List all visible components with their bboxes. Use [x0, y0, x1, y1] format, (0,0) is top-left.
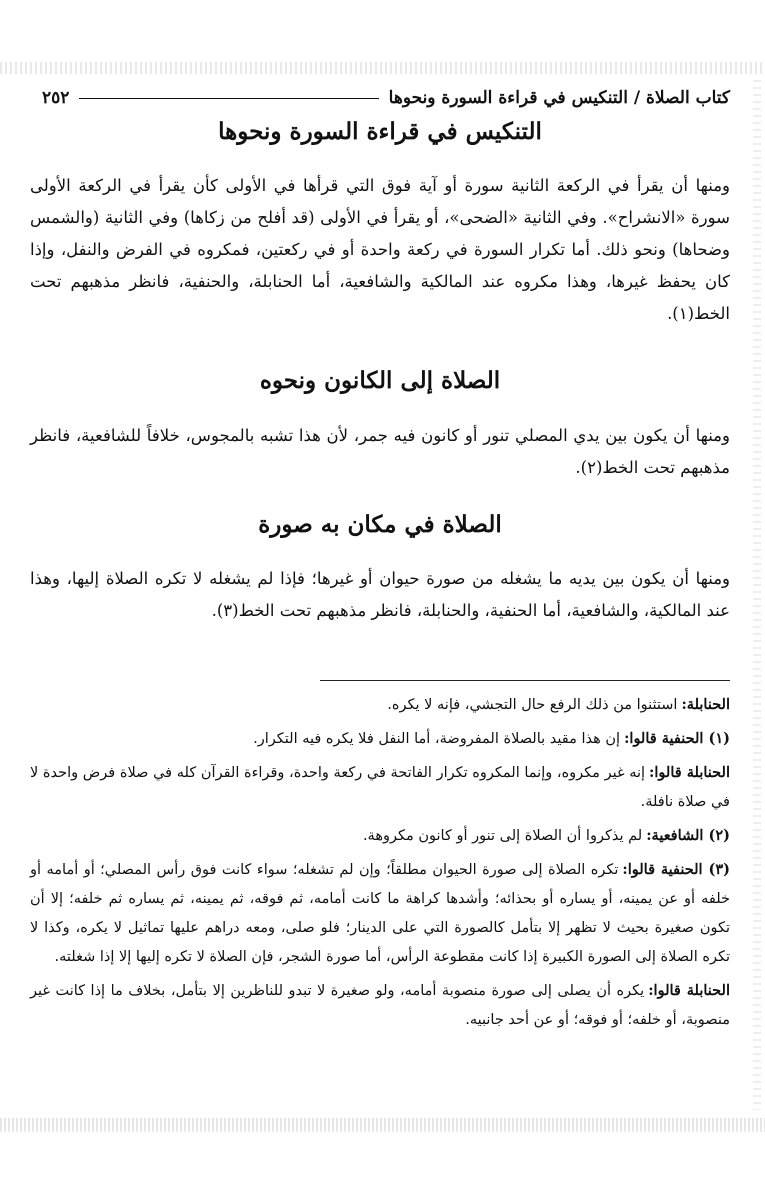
footnote-text: تكره الصلاة إلى صورة الحيوان مطلقاً؛ وإن لم تشغله؛ سواء كانت فوق رأس المصلي؛ أو أمامه أو خلفه أو عن يمينه، أو يساره أو بحذائه؛ وأشدها كراهة ما كانت أمامه، ثم فوقه، ثم يمينه، ثم يساره ثم خلفه؛ إلا أن تكون صغيرة بحيث لا تظهر إلا بتأمل كالصورة التي على الدينار؛ فلو صلى، ومعه دراهم عليها تماثيل لا يكره، وكذا لا تكره الصلاة إلى الصورة الكبيرة إذا كانت مقطوعة الرأس، أما صورة الشجر، فإن الصلاة لا تكره إليها إلا إذا شغلته.	[30, 862, 730, 965]
footnote	[30, 690, 730, 720]
footnote-text: يكره أن يصلى إلى صورة منصوبة أمامه، ولو صغيرة لا تبدو للناظرين إلا بتأمل، بخلاف ما إذا كانت غير منصوبة، أو خلفه؛ أو فوقه؛ أو عن أحد جانبيه.	[30, 983, 730, 1028]
section-body-brazier: ومنها أن يكون بين يدي المصلي تنور أو كانون فيه جمر، لأن هذا تشبه بالمجوس، خلافاً للشافعية، فانظر مذهبهم تحت الخط(٢).	[30, 426, 730, 477]
footnotes	[30, 690, 730, 1039]
footnote	[30, 758, 730, 817]
section-title-brazier: الصلاة إلى الكانون ونحوه	[259, 367, 501, 394]
section-title-image: الصلاة في مكان به صورة	[258, 511, 502, 538]
page-number: ٢٥٢	[42, 88, 70, 108]
footnote	[30, 724, 730, 754]
footnote-lead: الحنابلة قالوا:	[649, 764, 730, 781]
footnote-lead: (١) الحنفية قالوا:	[624, 730, 730, 747]
section-body-image: ومنها أن يكون بين يديه ما يشغله من صورة حيوان أو غيرها؛ فإذا لم يشغله لا تكره الصلاة إليها، وهذا عند المالكية، والشافعية، أما الحنفية، والحنابلة، فانظر مذهبهم تحت الخط(٣).	[30, 569, 730, 620]
header-rule	[79, 98, 378, 99]
footnote-text: استثنوا من ذلك الرفع حال التجشي، فإنه لا يكره.	[387, 697, 678, 713]
section-title-reversal: التنكيس في قراءة السورة ونحوها	[218, 118, 542, 145]
footnote-text: إن هذا مقيد بالصلاة المفروضة، أما النفل فلا يكره فيه التكرار.	[253, 731, 621, 747]
footnote-lead: (٣) الحنفية قالوا:	[622, 861, 730, 878]
footnote	[30, 855, 730, 972]
section-body-reversal: ومنها أن يقرأ في الركعة الثانية سورة أو آية فوق التي قرأها في الأولى كأن يقرأ في الركعة الأولى سورة «الانشراح». وفي الثانية «الضحى»، أو يقرأ في الأولى (قد أفلح من زكاها) وفي الثانية (والشمس وضحاها) ونحو ذلك. أما تكرار السورة في ركعة واحدة أو في ركعتين، فمكروه في الفرض والنفل، وإذا كان يحفظ غيرها، وهذا مكروه عند المالكية والشافعية، أما الحنابلة، والحنفية، فانظر مذهبهم تحت الخط(١).	[30, 176, 730, 323]
book-page	[30, 0, 730, 1182]
footnote-text: لم يذكروا أن الصلاة إلى تنور أو كانون مكروهة.	[362, 828, 643, 844]
footnote-lead: (٢) الشافعية:	[646, 827, 730, 844]
footnote-lead: الحنابلة قالوا:	[648, 982, 730, 999]
footnote	[30, 821, 730, 851]
footnote-lead: الحنابلة:	[681, 696, 730, 713]
running-title: كتاب الصلاة / التنكيس في قراءة السورة ونحوها	[388, 88, 730, 108]
running-header	[30, 84, 730, 112]
scan-noise-edge	[753, 80, 761, 1110]
footnote	[30, 976, 730, 1035]
footnote-divider	[320, 680, 730, 681]
footnote-text: إنه غير مكروه، وإنما المكروه تكرار الفاتحة في ركعة واحدة، وقراءة القرآن كله في صلاة فرض واحدة لا في صلاة نافلة.	[30, 765, 730, 810]
